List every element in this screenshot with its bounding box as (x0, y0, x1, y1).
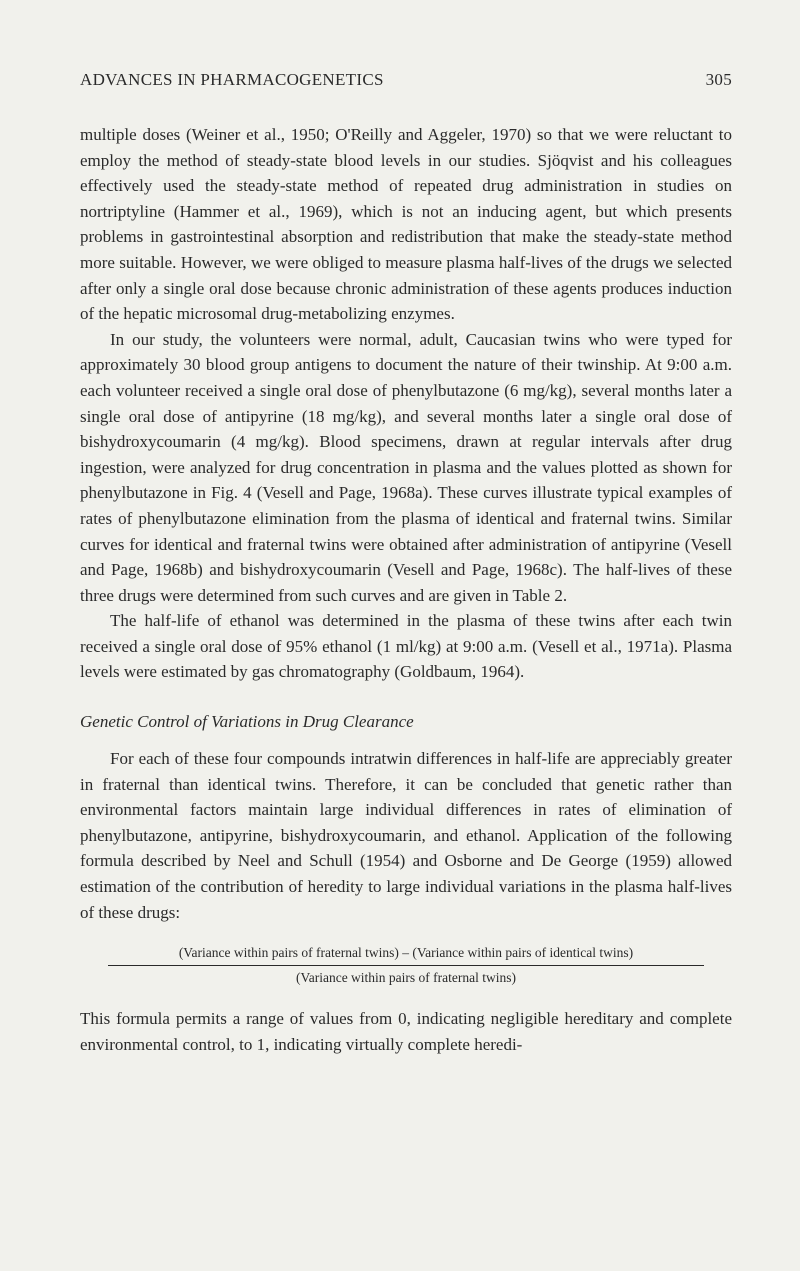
section-paragraph: For each of these four compounds intratwin differences in half-life are appreciably greater in fraternal than identical twins. Therefore, it can be concluded that genetic rather than environmental factors maintain large individual differences in rates of elimination of phenylbutazone, antipyrine, bishydroxycoumarin, and ethanol. Application of the following formula described by Neel and Schull (1954) and Osborne and De George (1959) allowed estimation of the contribution of heredity to large individual variations in the plasma half-lives of these drugs: (80, 749, 732, 922)
page-number: 305 (705, 70, 732, 89)
paragraph-2: In our study, the volunteers were normal, adult, Caucasian twins who were typed for approximately 30 blood group antigens to document the nature of their twinship. At 9:00 a.m. each volunteer received a single oral dose of phenylbutazone (6 mg/kg), several months later a single oral dose of antipyrine (18 mg/kg), and several months later a single oral dose of bishydroxycoumarin (4 mg/kg). Blood specimens, drawn at regular intervals after drug ingestion, were analyzed for drug concentration in plasma and the values plotted as shown for phenylbutazone in Fig. 4 (Vesell and Page, 1968a). These curves illustrate typical examples of rates of phenylbutazone elimination from the plasma of identical and fraternal twins. Similar curves for identical and fraternal twins were obtained after administration of antipyrine (Vesell and Page, 1968b) and bishydroxycoumarin (Vesell and Page, 1968c). The half-lives of these three drugs were determined from such curves and are given in Table 2. (80, 329, 732, 605)
formula-denominator: (Variance within pairs of fraternal twins) (295, 970, 517, 986)
page (80, 70, 732, 1057)
running-head (80, 70, 732, 90)
paragraph-3: The half-life of ethanol was determined in the plasma of these twins after each twin received a single oral dose of 95% ethanol (1 ml/kg) at 9:00 a.m. (Vesell et al., 1971a). Plasma levels were estimated by gas chromatography (Goldbaum, 1964). (80, 611, 732, 682)
closing-paragraph: This formula permits a range of values from 0, indicating negligible hereditary and complete environmental control, to 1, indicating virtually complete heredi- (80, 1009, 732, 1054)
paragraph-1: multiple doses (Weiner et al., 1950; O'Reilly and Aggeler, 1970) so that we were reluctant to employ the method of steady-state blood levels in our studies. Sjöqvist and his colleagues effectively used the steady-state method of repeated drug administration in studies on nortriptyline (Hammer et al., 1969), which is not an inducing agent, but which presents problems in gastrointestinal absorption and redistribution that make the steady-state method more suitable. However, we were obliged to measure plasma half-lives of the drugs we selected after only a single oral dose because chronic administration of these agents produces induction of the hepatic microsomal drug-metabolizing enzymes. (80, 125, 732, 324)
body-text (80, 122, 732, 1057)
formula-numerator: (Variance within pairs of fraternal twins) – (Variance within pairs of identical twins) (178, 945, 634, 961)
section-heading: Genetic Control of Variations in Drug Clearance (80, 712, 414, 732)
heritability-formula (80, 945, 732, 986)
running-title: ADVANCES IN PHARMACOGENETICS (80, 70, 384, 89)
